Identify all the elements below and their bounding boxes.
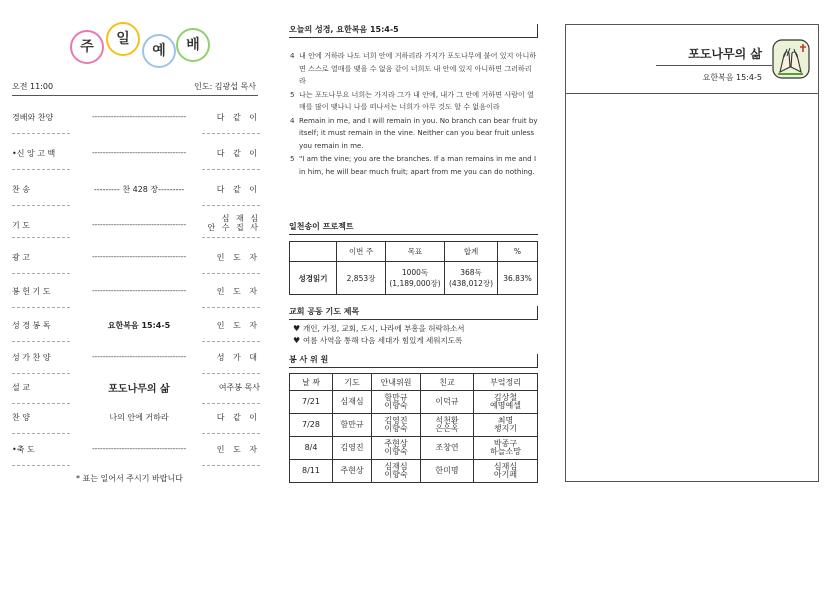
duty-guide <box>372 460 421 483</box>
heart-icon: ♥ <box>293 336 301 345</box>
worship-item-name: 기 도 <box>12 221 30 230</box>
name-line: 심재심 <box>493 462 518 471</box>
sermon-panel-header <box>566 25 818 94</box>
name-line: 박종구 <box>493 439 518 448</box>
worship-item-name: 설 교 <box>12 383 30 392</box>
table-row <box>290 262 538 295</box>
table-header-row <box>290 374 538 391</box>
worship-item-name: •신 앙 고 백 <box>12 149 56 158</box>
table-header <box>290 242 337 262</box>
scripture-heading: 오늘의 성경, 요한복음 15:4-5 <box>289 24 538 38</box>
sermon-panel-reference: 요한복음 15:4-5 <box>702 73 762 82</box>
worship-item-detail: ----------------------------------- <box>91 252 187 261</box>
total-detail: (438,012장) <box>448 279 494 288</box>
duty-date: 8/11 <box>290 460 333 483</box>
table-header-row <box>290 242 538 262</box>
table-header: 친교 <box>421 374 474 391</box>
worship-item-name: 찬 송 <box>12 185 30 194</box>
title-char: 일 <box>106 22 140 56</box>
name-line: 이향숙 <box>384 424 408 433</box>
sermon-title: 포도나무의 삶 <box>108 384 170 395</box>
worship-item-name: •축 도 <box>12 445 35 454</box>
name-line: 이향숙 <box>384 401 408 410</box>
this-week-value: 2,853장 <box>337 262 386 295</box>
name-line: 함만규 <box>384 393 408 402</box>
worship-item-detail: 요한복음 15:4-5 <box>107 321 171 330</box>
goal-value: 1000독 <box>401 268 429 277</box>
name-line: 아기페 <box>493 470 518 479</box>
duty-guide <box>372 414 421 437</box>
table-header: 기도 <box>333 374 372 391</box>
table-header: 이번 주 <box>337 242 386 262</box>
name-line: 챙지기 <box>493 424 518 433</box>
worship-row <box>12 314 262 342</box>
worship-item-detail: ----------------------------------- <box>91 220 187 229</box>
worship-item-detail: 나의 안에 거하라 <box>109 413 169 422</box>
worship-item-detail: --------- 찬 428 장--------- <box>93 185 185 194</box>
verse <box>290 50 538 88</box>
worship-item-detail: ----------------------------------- <box>91 112 187 121</box>
worship-row <box>12 106 262 134</box>
table-row <box>290 414 538 437</box>
duty-fellowship: 이덕규 <box>421 391 474 414</box>
duty-prayer: 심재심 <box>333 391 372 414</box>
worship-item-leader: 인 도 자 <box>216 253 260 262</box>
project-heading: 일천송이 프로젝트 <box>289 221 538 235</box>
duty-date: 7/28 <box>290 414 333 437</box>
duty-kitchen <box>474 460 538 483</box>
duty-kitchen <box>474 437 538 460</box>
project-table <box>289 241 538 295</box>
worship-row <box>12 406 262 434</box>
goal-detail: (1,189,000장) <box>389 279 441 288</box>
worship-item-leader: 다 같 이 <box>216 149 260 158</box>
duty-fellowship: 한미명 <box>421 460 474 483</box>
prayer-list <box>293 323 537 347</box>
duty-prayer: 주현상 <box>333 460 372 483</box>
praying-hands-icon <box>772 39 810 79</box>
verse-number: 5 <box>290 154 295 163</box>
worship-item-leader: 성 가 대 <box>216 353 260 362</box>
duty-prayer: 함만규 <box>333 414 372 437</box>
worship-row <box>12 438 262 466</box>
divider <box>656 65 772 66</box>
table-header: % <box>498 242 538 262</box>
title-char: 주 <box>70 30 104 64</box>
worship-item-name: 찬 양 <box>12 413 30 422</box>
heart-icon: ♥ <box>293 324 301 333</box>
worship-item-leader: 다 같 이 <box>216 185 260 194</box>
worship-item-name: 봉 헌 기 도 <box>12 287 51 296</box>
name-line: 김상철 <box>493 393 518 402</box>
name-line: 예명예셀 <box>490 401 521 410</box>
verse-text: 내 안에 거하라 나도 너희 안에 거하리라 가지가 포도나무에 붙어 있지 아니하면 스스로 열매를 맺을 수 없음 같이 너희도 내 안에 있지 아니하면 그러하리라 <box>299 51 537 85</box>
verse-number: 4 <box>290 115 295 125</box>
total-cell <box>445 262 498 295</box>
worship-item-name: 경배와 찬양 <box>12 113 54 122</box>
verse <box>290 115 538 153</box>
worship-item-name: 광 고 <box>12 253 30 262</box>
duty-heading: 봉 사 위 원 <box>289 354 538 368</box>
worship-item-leader: 다 같 이 <box>216 413 260 422</box>
sermon-panel-title: 포도나무의 삶 <box>688 47 762 61</box>
scripture-verses <box>290 50 538 179</box>
standing-footnote: * 표는 일어서 주시기 바랍니다 <box>76 474 183 483</box>
table-row <box>290 391 538 414</box>
prayer-item <box>293 323 537 335</box>
worship-item-leader: 다 같 이 <box>216 113 260 122</box>
worship-item-name: 성 경 봉 독 <box>12 321 51 330</box>
verse-text: Remain in me, and I will remain in you. No branch can bear fruit by itself; it must remain in the vine. Neither can you bear fruit unless you remain in me. <box>299 115 538 150</box>
service-time: 오전 11:00 <box>12 82 54 91</box>
service-presider: 인도: 김광섭 목사 <box>194 82 256 91</box>
name-line: 하늘소망 <box>490 447 521 456</box>
verse-text: "I am the vine; you are the branches. If a man remains in me and I in him, he will bear much fruit; apart from me you can do nothing. <box>299 154 537 176</box>
worship-row <box>12 280 262 308</box>
worship-row <box>12 178 262 206</box>
duty-fellowship <box>421 414 474 437</box>
table-header: 날 짜 <box>290 374 333 391</box>
worship-row <box>12 142 262 170</box>
table-header: 목표 <box>386 242 445 262</box>
worship-item-detail: ----------------------------------- <box>91 286 187 295</box>
duty-fellowship: 조창연 <box>421 437 474 460</box>
verse <box>290 153 538 178</box>
name-line: 은은옥 <box>435 424 459 433</box>
duty-guide <box>372 391 421 414</box>
title-char: 예 <box>142 34 176 68</box>
table-row <box>290 437 538 460</box>
worship-item-name: 성 가 찬 양 <box>12 353 51 362</box>
row-label: 성경읽기 <box>290 262 337 295</box>
table-header: 합계 <box>445 242 498 262</box>
verse-number: 5 <box>290 89 295 99</box>
leader-line: 심 재 심 <box>221 214 260 223</box>
worship-item-leader: 인 도 자 <box>216 445 260 454</box>
worship-title <box>70 28 220 64</box>
verse-number: 4 <box>290 51 295 60</box>
name-line: 김영진 <box>384 416 408 425</box>
duty-guide <box>372 437 421 460</box>
duty-prayer: 김영진 <box>333 437 372 460</box>
service-meta <box>12 81 258 96</box>
prayer-item <box>293 335 537 347</box>
name-line: 최명 <box>497 416 514 425</box>
worship-row <box>12 346 262 374</box>
name-line: 이향숙 <box>384 447 408 456</box>
name-line: 이향숙 <box>384 470 408 479</box>
prayer-text: 여름 사역을 통해 다음 세대가 힘있게 세워지도록 <box>303 336 463 345</box>
worship-item-detail: ----------------------------------- <box>91 148 187 157</box>
verse-text: 나는 포도나무요 너희는 가지라 그가 내 안에, 내가 그 안에 거하면 사람이 열매를 많이 맺나니 나를 떠나서는 너희가 아무 것도 할 수 없음이라 <box>299 89 534 111</box>
worship-row <box>12 376 262 404</box>
goal-cell <box>386 262 445 295</box>
table-row <box>290 460 538 483</box>
worship-row <box>12 246 262 274</box>
duty-kitchen <box>474 391 538 414</box>
duty-date: 7/21 <box>290 391 333 414</box>
percent-value: 36.83% <box>498 262 538 295</box>
worship-item-detail: ----------------------------------- <box>91 352 187 361</box>
leader-line: 안 수 집 사 <box>207 223 260 232</box>
prayer-heading: 교회 공동 기도 제목 <box>289 306 538 320</box>
worship-item-leader: 인 도 자 <box>216 321 260 330</box>
duty-table <box>289 373 538 483</box>
table-header: 부엌정리 <box>474 374 538 391</box>
prayer-text: 개인, 가정, 교회, 도시, 나라에 부흥을 허락하소서 <box>303 324 465 333</box>
table-header: 안내위원 <box>372 374 421 391</box>
worship-item-leader: 여주봉 목사 <box>218 383 260 392</box>
duty-kitchen <box>474 414 538 437</box>
worship-item-leader: 인 도 자 <box>216 287 260 296</box>
name-line: 심재심 <box>384 462 408 471</box>
sermon-panel <box>565 24 819 482</box>
worship-item-detail: ----------------------------------- <box>91 444 187 453</box>
title-char: 배 <box>176 28 210 62</box>
total-value: 368독 <box>460 268 482 277</box>
worship-item-leader <box>202 214 260 232</box>
duty-date: 8/4 <box>290 437 333 460</box>
name-line: 주현상 <box>384 439 408 448</box>
worship-row <box>12 210 262 238</box>
name-line: 석천환 <box>435 416 459 425</box>
verse <box>290 89 538 114</box>
